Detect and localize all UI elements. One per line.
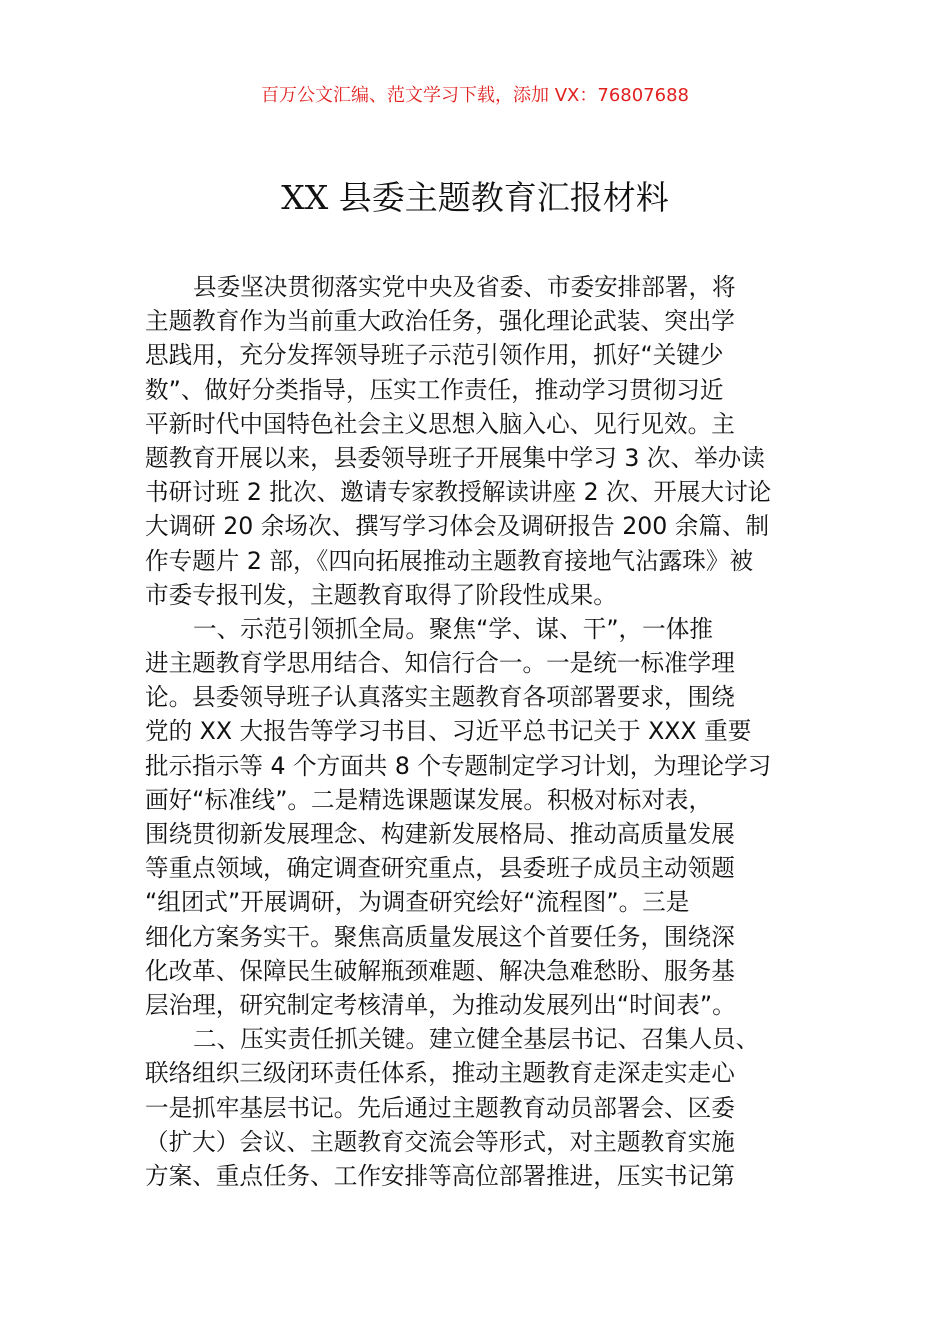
- paragraph-first-line: 一、示范引领抓全局。聚焦“学、谋、干”，一体推: [193, 614, 713, 643]
- paragraph-first-line: 二、压实责任抓关键。建立健全基层书记、召集人员、: [193, 1025, 760, 1054]
- paragraph-line: 书研讨班 2 批次、邀请专家教授解读讲座 2 次、开展大讨论: [145, 478, 772, 507]
- paragraph-line: 细化方案务实干。聚焦高质量发展这个首要任务，围绕深: [145, 922, 735, 951]
- paragraph-line: 化改革、保障民生破解瓶颈难题、解决急难愁盼、服务基: [145, 956, 735, 985]
- paragraph-line: 思践用，充分发挥领导班子示范引领作用，抓好“关键少: [145, 341, 724, 370]
- paragraph-line: 围绕贯彻新发展理念、构建新发展格局、推动高质量发展: [145, 820, 735, 848]
- paragraph-line: 论。县委领导班子认真落实主题教育各项部署要求，围绕: [145, 683, 735, 712]
- paragraph-line: 批示指示等 4 个方面共 8 个专题制定学习计划，为理论学习: [145, 751, 772, 780]
- paragraph-line: （扩大）会议、主题教育交流会等形式，对主题教育实施: [145, 1127, 735, 1156]
- paragraph-line: “组团式”开展调研，为调查研究绘好“流程图”。三是: [145, 888, 690, 917]
- paragraph-line: 方案、重点任务、工作安排等高位部署推进，压实书记第: [145, 1161, 735, 1190]
- paragraph-line: 作专题片 2 部，《四向拓展推动主题教育接地气沾露珠》被: [145, 546, 754, 575]
- paragraph-line: 联络组织三级闭环责任体系，推动主题教育走深走实走心: [145, 1059, 735, 1088]
- header-note: 百万公文汇编、范文学习下载，添加 VX：76807688: [261, 85, 689, 106]
- paragraph-line: 一是抓牢基层书记。先后通过主题教育动员部署会、区委: [145, 1093, 735, 1122]
- paragraph-line: 平新时代中国特色社会主义思想入脑入心、见行见效。主: [145, 409, 735, 438]
- paragraph-line: 主题教育作为当前重大政治任务，强化理论武装、突出学: [145, 307, 735, 336]
- paragraph-line: 等重点领域，确定调查研究重点，县委班子成员主动领题: [145, 854, 735, 883]
- paragraph-line: 数”、做好分类指导，压实工作责任，推动学习贯彻习近: [145, 375, 724, 404]
- paragraph-line: 党的 XX 大报告等学习书目、习近平总书记关于 XXX 重要: [145, 717, 752, 746]
- document-body: [145, 270, 815, 1193]
- paragraph-line: 画好“标准线”。二是精选课题谋发展。积极对标对表，: [145, 785, 713, 814]
- paragraph-line: 层治理，研究制定考核清单，为推动发展列出“时间表”。: [145, 990, 736, 1019]
- paragraph-line: 大调研 20 余场次、撰写学习体会及调研报告 200 余篇、制: [145, 512, 770, 541]
- paragraph-line: 题教育开展以来，县委领导班子开展集中学习 3 次、举办读: [145, 443, 765, 472]
- paragraph-line: 市委专报刊发，主题教育取得了阶段性成果。: [145, 580, 617, 609]
- paragraph-line: 进主题教育学思用结合、知信行合一。一是统一标准学理: [145, 649, 735, 678]
- paragraph-first-line: 县委坚决贯彻落实党中央及省委、市委安排部署，将: [193, 273, 736, 301]
- document-title: XX 县委主题教育汇报材料: [281, 178, 669, 217]
